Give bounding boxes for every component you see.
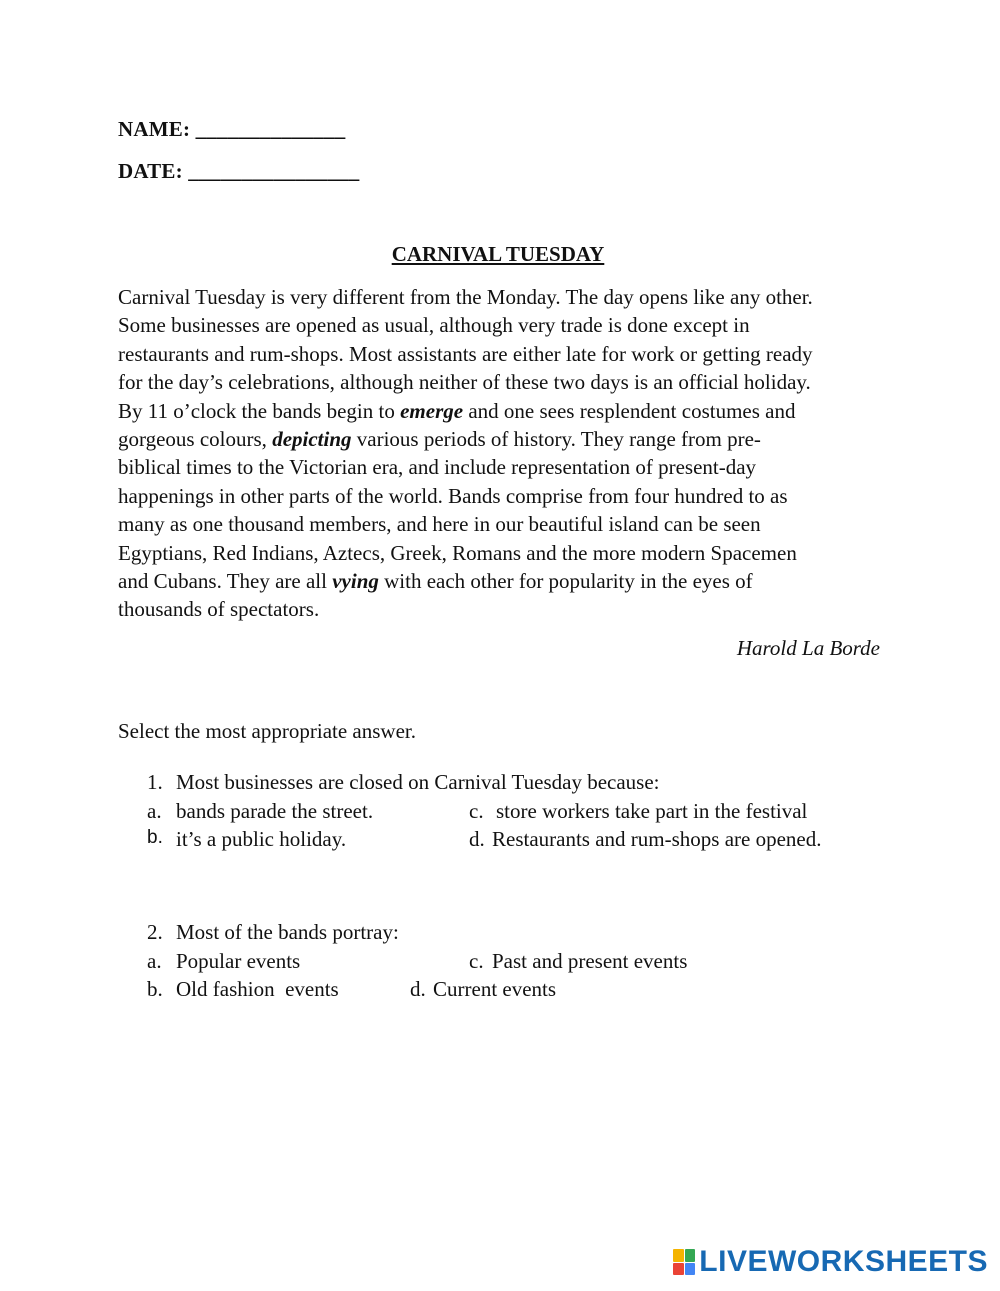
logo-block	[673, 1263, 684, 1276]
brand-name: LIVEWORKSHEETS	[699, 1245, 988, 1278]
liveworksheets-logo-icon	[673, 1249, 695, 1275]
passage-line: thousands of spectators.	[118, 597, 320, 622]
date-label: DATE:	[118, 159, 183, 183]
option-c[interactable]: Past and present events	[492, 949, 688, 973]
passage-line	[118, 567, 888, 595]
passage-line: biblical times to the Victorian era, and include representation of present-day	[118, 455, 757, 480]
passage-line	[118, 397, 888, 425]
logo-block	[673, 1249, 684, 1262]
option-c-label: c.	[469, 799, 484, 823]
date-blank[interactable]: ________________	[188, 159, 360, 183]
date-field	[118, 159, 359, 184]
vocab-word-emerge: emerge	[400, 398, 464, 423]
passage-text: with each other for popularity in the eyes of	[378, 569, 753, 594]
passage-line: for the day’s celebrations, although neither of these two days is an official holiday.	[118, 370, 811, 395]
option-d[interactable]: Current events	[433, 977, 557, 1001]
question-number: 2.	[147, 920, 163, 944]
passage-text: and one sees resplendent costumes and	[463, 398, 796, 423]
passage-text: gorgeous colours,	[118, 427, 273, 452]
passage-line: Carnival Tuesday is very different from the Monday. The day opens like any other.	[118, 285, 813, 309]
name-label: NAME:	[118, 117, 191, 141]
vocab-word-depicting: depicting	[272, 427, 352, 452]
instruction-text: Select the most appropriate answer.	[118, 719, 416, 743]
option-c[interactable]: store workers take part in the festival	[496, 799, 808, 823]
option-c-label: c.	[469, 949, 484, 973]
question-prompt: Most of the bands portray:	[176, 920, 399, 944]
option-a-label: a.	[147, 949, 162, 973]
passage-line: many as one thousand members, and here in our beautiful island can be seen	[118, 512, 761, 537]
option-b[interactable]: it’s a public holiday.	[176, 827, 347, 851]
option-a[interactable]: bands parade the street.	[176, 799, 374, 823]
name-field	[118, 117, 345, 142]
name-blank[interactable]: ______________	[195, 117, 346, 141]
option-d-label: d.	[410, 977, 426, 1001]
passage-line: Some businesses are opened as usual, although very trade is done except in	[118, 313, 750, 338]
reading-passage	[118, 283, 888, 624]
option-b[interactable]: Old fashion events	[176, 977, 339, 1001]
logo-block	[685, 1263, 696, 1276]
page-title: CARNIVAL TUESDAY	[391, 242, 605, 266]
option-b-label: b.	[147, 827, 163, 848]
option-a-label: a.	[147, 799, 162, 823]
passage-text: and Cubans. They are all	[118, 569, 333, 594]
liveworksheets-brand[interactable]	[673, 1245, 988, 1279]
passage-text: various periods of history. They range from pre-	[351, 427, 761, 452]
passage-line: happenings in other parts of the world. Bands comprise from four hundred to as	[118, 483, 788, 508]
option-d-label: d.	[469, 827, 485, 851]
logo-block	[685, 1249, 696, 1262]
passage-line	[118, 425, 888, 453]
passage-line: Egyptians, Red Indians, Aztecs, Greek, Romans and the more modern Spacemen	[118, 540, 797, 565]
author-credit: Harold La Borde	[736, 636, 880, 660]
question-prompt: Most businesses are closed on Carnival Tuesday because:	[176, 770, 660, 794]
option-b-label: b.	[147, 977, 163, 1001]
vocab-word-vying: vying	[332, 569, 379, 594]
passage-text: By 11 o’clock the bands begin to	[118, 398, 401, 423]
question-number: 1.	[147, 770, 163, 794]
passage-line: restaurants and rum-shops. Most assistants are either late for work or getting ready	[118, 341, 813, 366]
option-a[interactable]: Popular events	[176, 949, 301, 973]
option-d[interactable]: Restaurants and rum-shops are opened.	[492, 827, 822, 851]
